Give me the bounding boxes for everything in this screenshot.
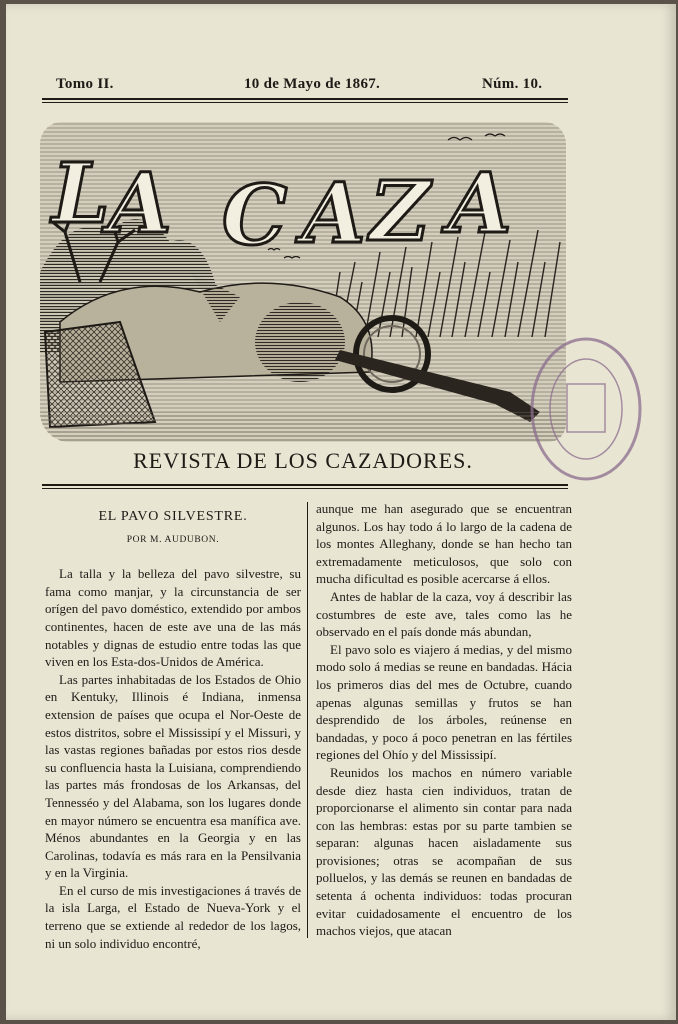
library-stamp — [527, 334, 645, 484]
paragraph: Reunidos los machos en número variable desde diez hasta cien individuos, tratan de proporcionarse el alimento sin contar para nada con las hembras: estas por su parte tambien se separan: algunas hacen aisladamente sus provisiones; otras se acompañan de sus polluelos, y las demás se reunen en bandadas de setenta á ochenta individuos: todas procuran evitar cuidadosamente el encuentro de los machos viejos, que atacan — [316, 764, 572, 939]
title-illustration — [40, 122, 566, 442]
ground — [40, 412, 566, 442]
issue-date: 10 de Mayo de 1867. — [244, 76, 381, 92]
title-letter-c: C — [222, 168, 288, 264]
masthead — [42, 76, 568, 98]
article-byline: POR M. AUDUBON. — [126, 534, 220, 545]
paragraph: aunque me han asegurado que se encuentran algunos. Los hay todo á lo largo de la cadena de los montes Alleghany, donde se han hecho tan extremadamente meticulosos, que solo con mucha dificultad es posible acercarse á ellos. — [316, 501, 572, 587]
issue-number: Núm. 10. — [482, 76, 543, 92]
column-divider — [307, 502, 308, 938]
paragraph: Antes de hablar de la caza, voy á describir las costumbres de este ave, tales como las he observado en el país donde más abundan, — [316, 588, 572, 640]
stamp-seal-icon — [527, 334, 645, 484]
title-letter-z: Z — [370, 164, 430, 260]
title-letter-a1: A — [108, 156, 172, 252]
title-letter-a3: A — [448, 156, 512, 252]
paragraph: Las partes inhabitadas de los Estados de Ohio en Kentuky, Illinois é Indiana, inmensa extension de países que ocupa el Nor-Oeste de estos distritos, sobre el Mississipí y el Missuri, y las vastas regiones bañadas por estos rios desde su confluencia hasta la Luisiana, comprendiendo las partes más frondosas de los Arkansas, del Tennesséo y del Alabama, son los lugares donde en mayor número se encuentra esa manífica ave. Ménos abundantes en la Georgia y en las Carolinas, todavía es más rara en la Pensilvania y en la Virginia. — [45, 671, 301, 881]
volume-label: Tomo II. — [56, 76, 114, 92]
paragraph: En el curso de mis investigaciones á través de la isla Larga, el Estado de Nueva-York y el terreno que se extiende al rededor de los lagos, ni un solo individuo encontré, — [45, 882, 301, 951]
subtitle-rule-thick — [42, 484, 568, 486]
article-title: EL PAVO SILVESTRE. — [98, 509, 248, 524]
paragraph: El pavo solo es viajero á medias, y del mismo modo solo á medias se reune en bandadas. Hácia los primeros dias del mes de Octubre, cuando apenas algunas semillas y frutos se han desprendido de los árboles, reúnense en bandadas, y poco á poco penetran en las fértiles regiones del Ohío y del Mississipí. — [316, 641, 572, 763]
subtitle-rule-thin — [42, 488, 568, 489]
boar-head — [255, 302, 345, 382]
magazine-subtitle: REVISTA DE LOS CAZADORES. — [133, 448, 473, 473]
title-letter-l: L — [52, 146, 110, 242]
column-right — [316, 500, 572, 940]
masthead-rule-thick — [42, 98, 568, 100]
paragraph: La talla y la belleza del pavo silvestre, su fama como manjar, y la circunstancia de ser orígen del pavo doméstico, extendido por ambos continentes, hacen de este ave una de las más notables y dignas de estudio entre todas las que viven en los Esta-dos-Unidos de América. — [45, 566, 301, 670]
masthead-rule-thin — [42, 102, 568, 103]
hunting-scene-illustration — [40, 122, 566, 442]
title-letter-a2: A — [302, 166, 366, 262]
column-left — [45, 500, 301, 952]
